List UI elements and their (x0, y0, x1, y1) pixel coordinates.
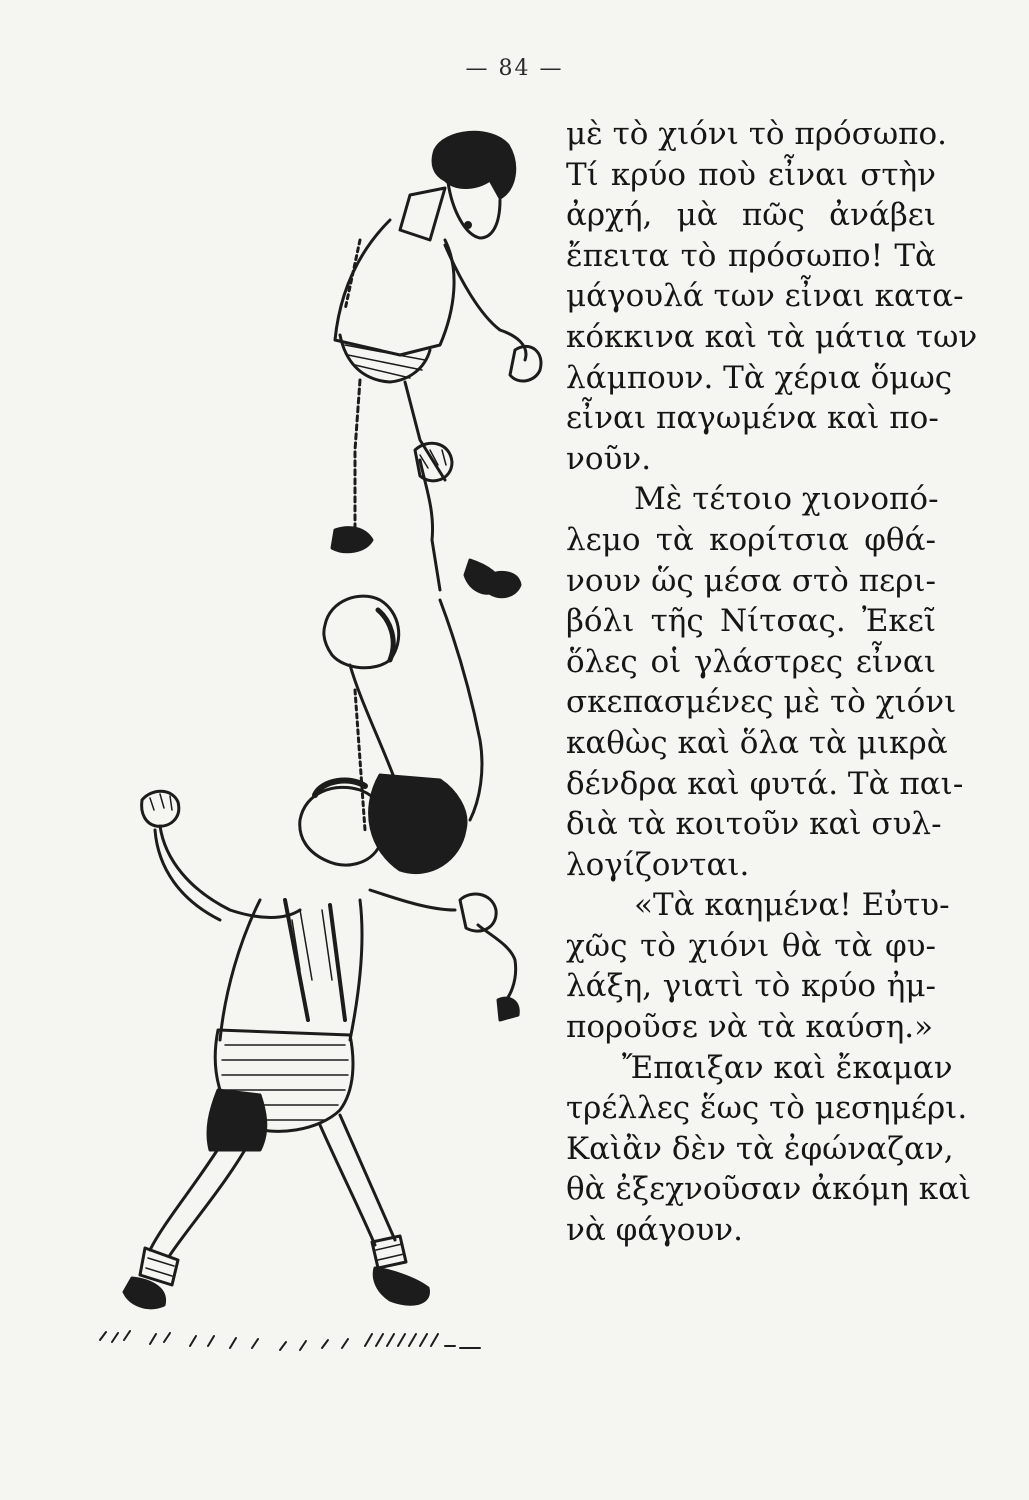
paragraph-4 (566, 1048, 972, 1251)
text-line: νοῦν. (566, 440, 652, 477)
text-line: διὰ τὰ κοιτοῦν καὶ συλ- (566, 806, 942, 843)
text-line: λεμο τὰ κορίτσια φθά- (566, 521, 936, 558)
text-line: ὅλες οἱ γλάστρες εἶναι (566, 643, 936, 680)
text-line: λογίζονται. (566, 846, 750, 883)
text-line: εἶναι παγωμένα καὶ πο- (566, 400, 939, 437)
text-line: Τί κρύο ποὺ εἶναι στὴν (566, 156, 936, 193)
text-line: Μὲ τέτοιο χιονοπό- (634, 481, 939, 518)
top-child-figure (332, 132, 541, 593)
text-line: τρέλλες ἕως τὸ μεσημέρι. (566, 1090, 968, 1127)
text-line: μάγουλά των εἶναι κατα- (566, 278, 964, 315)
text-line: νὰ φάγουν. (566, 1212, 744, 1249)
text-line: καθὼς καὶ ὅλα τὰ μικρὰ (566, 724, 948, 761)
body-text (566, 114, 978, 1251)
snowball-fight-illustration (60, 120, 560, 1370)
text-line: Ἔπαιξαν καὶ ἔκαμαν (622, 1049, 953, 1086)
paragraph-1 (566, 114, 978, 479)
text-line: χῶς τὸ χιόνι θὰ τὰ φυ- (566, 927, 936, 964)
text-line: θὰ ἐξεχνοῦσαν ἀκόμη καὶ (566, 1171, 972, 1208)
ground-hatching (100, 1331, 480, 1350)
middle-child-figure (324, 443, 520, 872)
paragraph-3 (566, 885, 950, 1047)
text-line: ἀρχή, μὰ πῶς ἀνάβει (566, 197, 936, 234)
bottom-child-figure (124, 780, 518, 1307)
text-line: «Τὰ καημένα! Εὐτυ- (634, 887, 950, 924)
text-line: μὲ τὸ χιόνι τὸ πρόσωπο. (566, 116, 948, 152)
text-line: κόκκινα καὶ τὰ μάτια των (566, 318, 978, 355)
text-line: Καὶἂν δὲν τὰ ἐφώναζαν, (566, 1130, 954, 1167)
paragraph-2 (566, 479, 964, 885)
text-line: δένδρα καὶ φυτά. Τὰ παι- (566, 765, 964, 802)
text-line: βόλι τῆς Νίτσας. Ἐκεῖ (566, 603, 936, 640)
text-line: λάμπουν. Τὰ χέρια ὅμως (566, 359, 953, 396)
page-number: — 84 — (465, 56, 564, 81)
text-line: λάξη, γιατὶ τὸ κρύο ἠμ- (566, 968, 936, 1005)
text-line: νουν ὥς μέσα στὸ περι- (566, 562, 936, 599)
text-line: ποροῦσε νὰ τὰ καύση.» (566, 1009, 934, 1046)
text-line: ἔπειτα τὸ πρόσωπο! Τὰ (566, 237, 936, 274)
text-line: σκεπασμένες μὲ τὸ χιόνι (566, 684, 957, 721)
